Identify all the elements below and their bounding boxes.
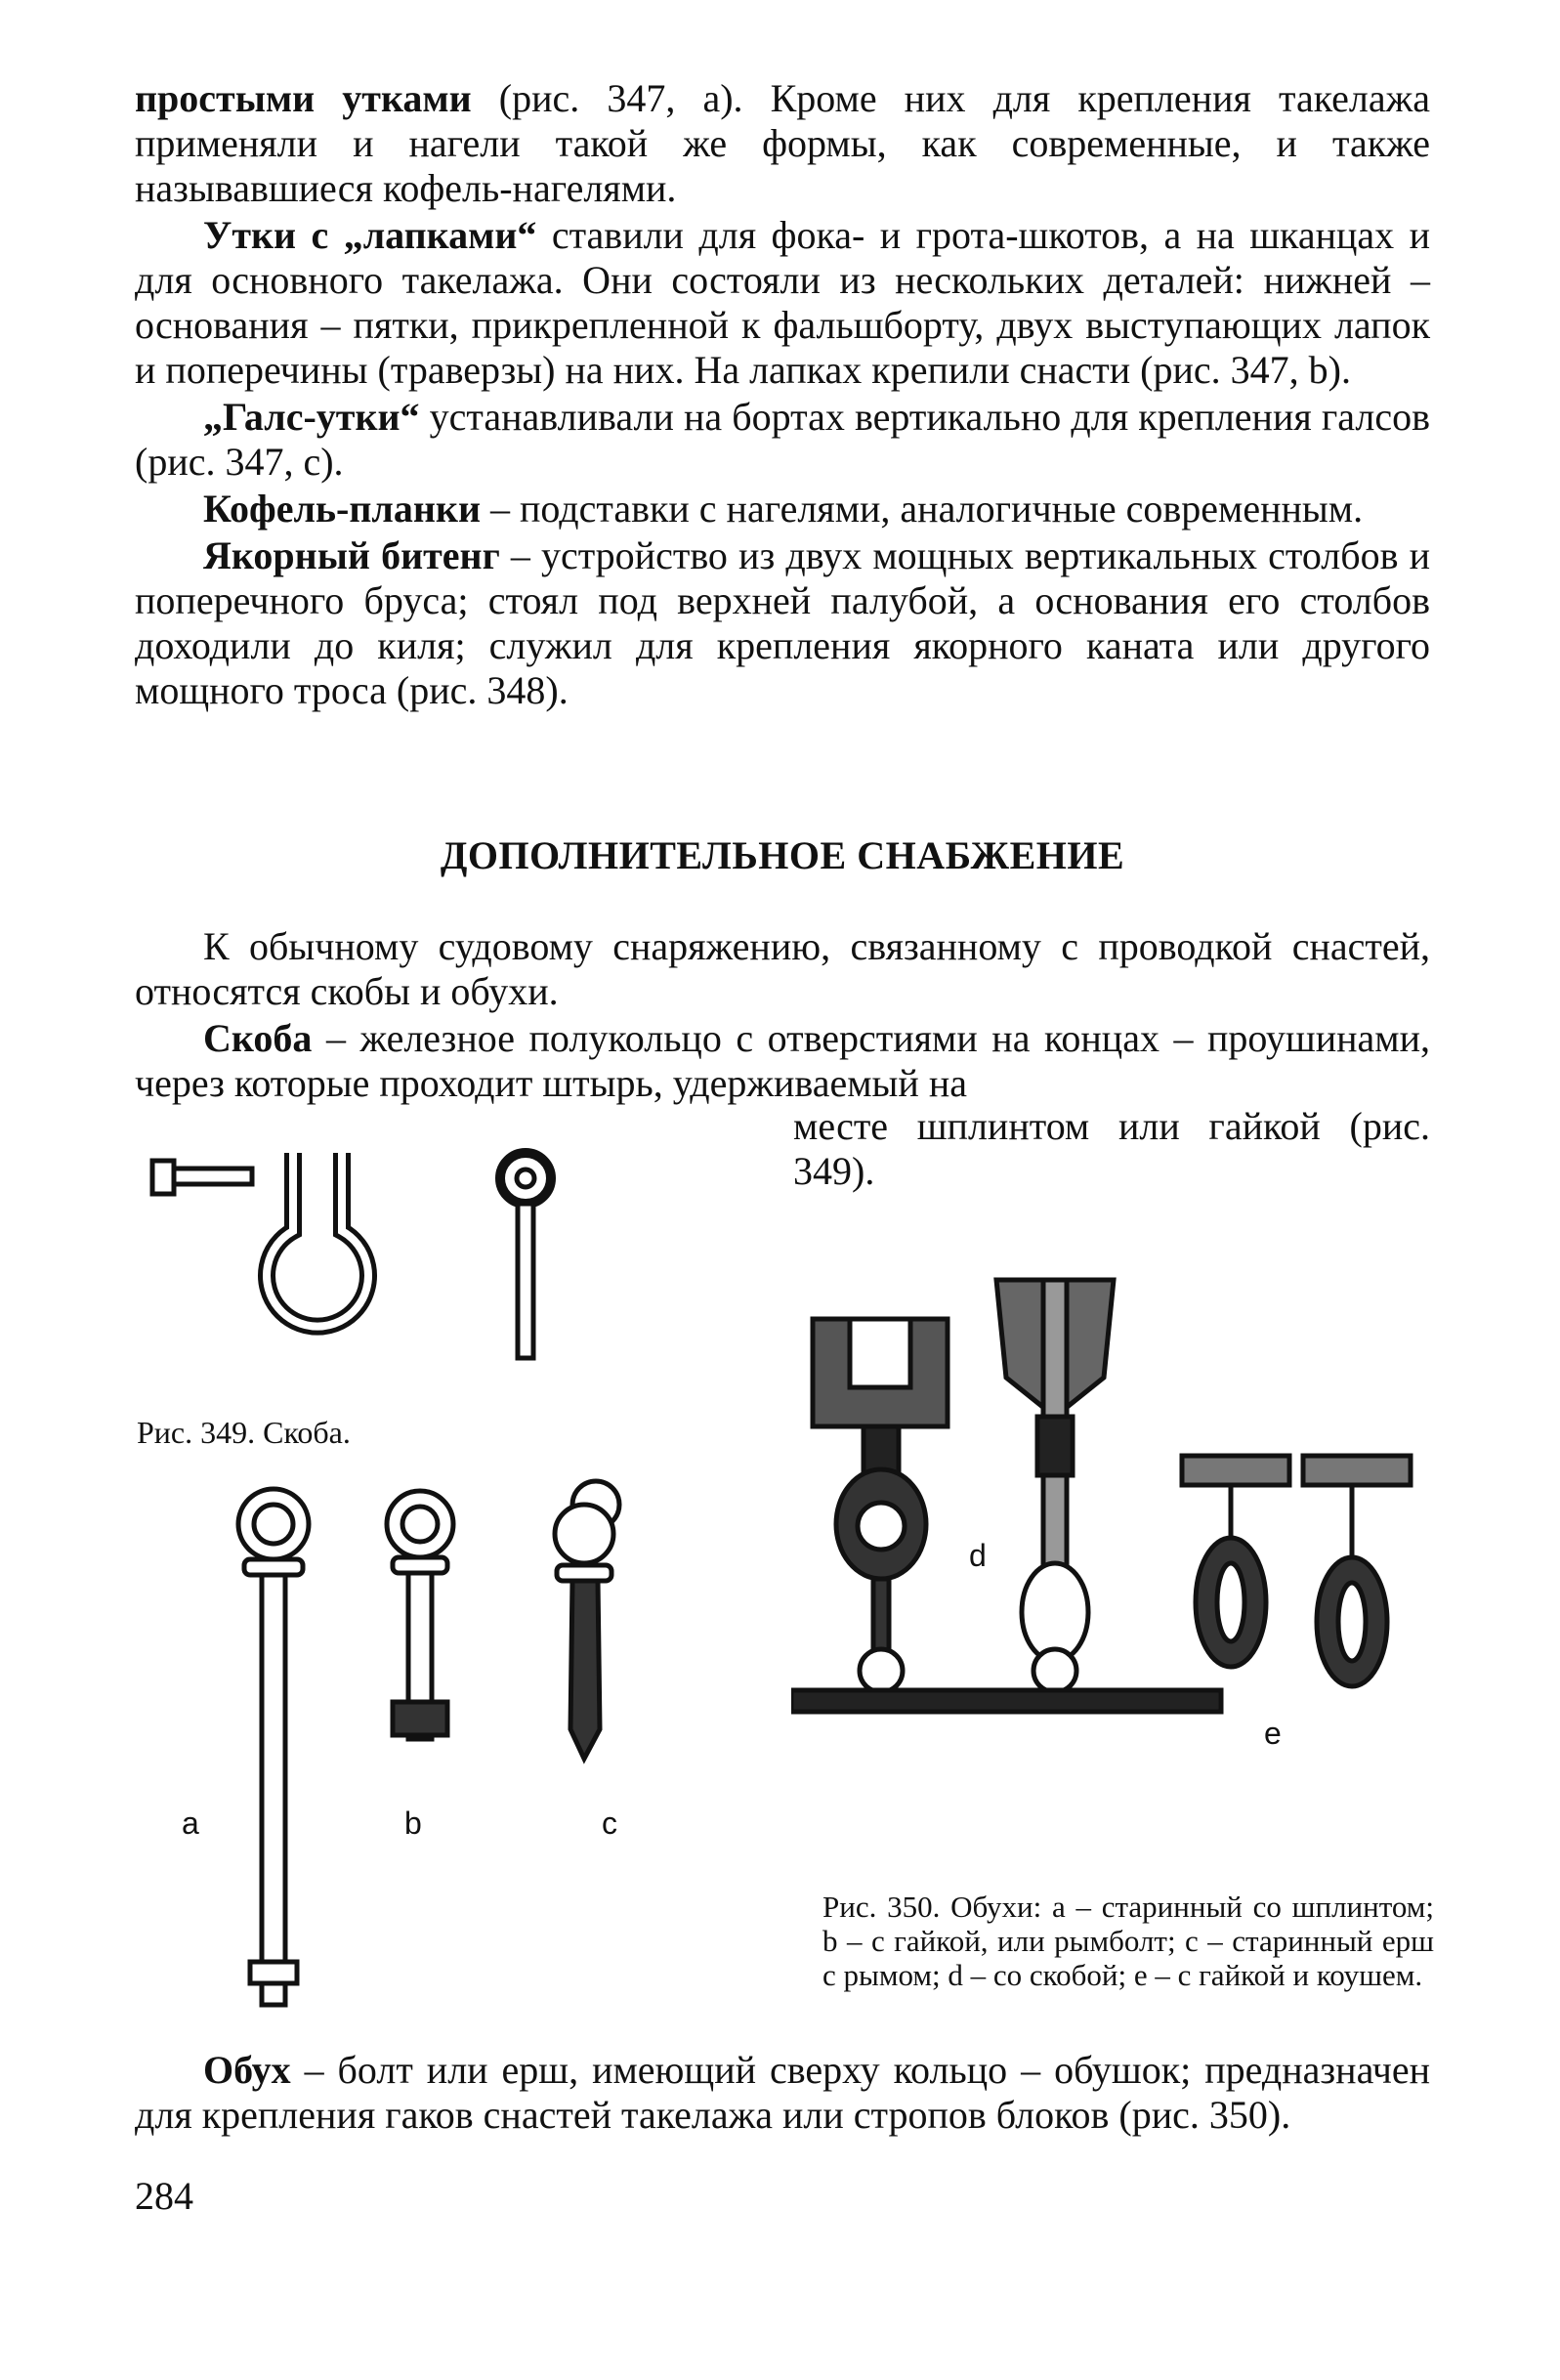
section-heading: ДОПОЛНИТЕЛЬНОЕ СНАБЖЕНИЕ — [440, 833, 1125, 877]
paragraph-belaying-racks: Кофель-планки – подставки с нагелями, аналогичные современным. — [203, 487, 1364, 531]
figure-350-label-e: e — [1264, 1716, 1282, 1751]
figure-350-label-b: b — [404, 1806, 422, 1841]
figure-350-caption: Рис. 350. Обухи: а – старинный со шплинтом; b – с гайкой, или рымболт; с – старинный ерш с рымом; d – со скобой; е – с гайкой и коушем. — [822, 1890, 1434, 1992]
paragraph-gals-ducks: „Галс-утки“ устанавливали на бортах вертикально для крепления галсов (рис. 347, с). — [135, 395, 1430, 484]
mid-text-block — [135, 924, 1430, 1108]
top-text-block — [135, 76, 1430, 715]
page-number: 284 — [135, 2174, 193, 2218]
figure-350-label-c: c — [602, 1806, 617, 1841]
paragraph-anchor-bitt: Якорный битенг – устройство из двух мощных вертикальных столбов и поперечного бруса; стоял под верхней палубой, а основания его столбов доходили до киля; служил для крепления якорного каната или другого мощного троса (рис. 348). — [135, 533, 1431, 712]
paragraph-shackle: Скоба – железное полукольцо с отверстиями на концах – проушинами, через которые проходит штырь, удерживаемый на — [135, 1016, 1430, 1105]
paragraph-ducks: простыми утками (рис. 347, а). Кроме них для крепления такелажа применяли и нагели такой же формы, как современные, и также называвшиеся кофель-нагелями. — [135, 76, 1430, 210]
paragraph-equipment: К обычному судовому снаряжению, связанному с проводкой снастей, относятся скобы и обухи. — [135, 924, 1430, 1013]
paragraph-eyebolt: Обух – болт или ерш, имеющий сверху кольцо – обушок; предназначен для крепления гаков снастей такелажа или стропов блоков (рис. 350). — [135, 2048, 1430, 2137]
figure-350-label-a: a — [182, 1806, 199, 1841]
figure-350-label-d: d — [969, 1538, 987, 1573]
figure-349-caption: Рис. 349. Скоба. — [137, 1415, 351, 1450]
figure-350-shackle-eyebolts — [791, 1260, 1436, 1807]
bottom-text-block — [135, 2048, 1430, 2140]
paragraph-duck-paws: Утки с „лапками“ ставили для фока- и грота-шкотов, а на шканцах и для основного такелажа. Они состояли из нескольких деталей: нижней – основания – пятки, прикрепленной к фальшборту, двух выступающих лапок и поперечины (траверзы) на них. На лапках крепили снасти (рис. 347, b). — [135, 213, 1431, 392]
figure-350-eyebolts — [215, 1475, 684, 2022]
figure-349-shackle — [137, 1133, 596, 1368]
paragraph-shackle-tail: месте шплинтом или гайкой (рис. 349). — [793, 1104, 1430, 1193]
